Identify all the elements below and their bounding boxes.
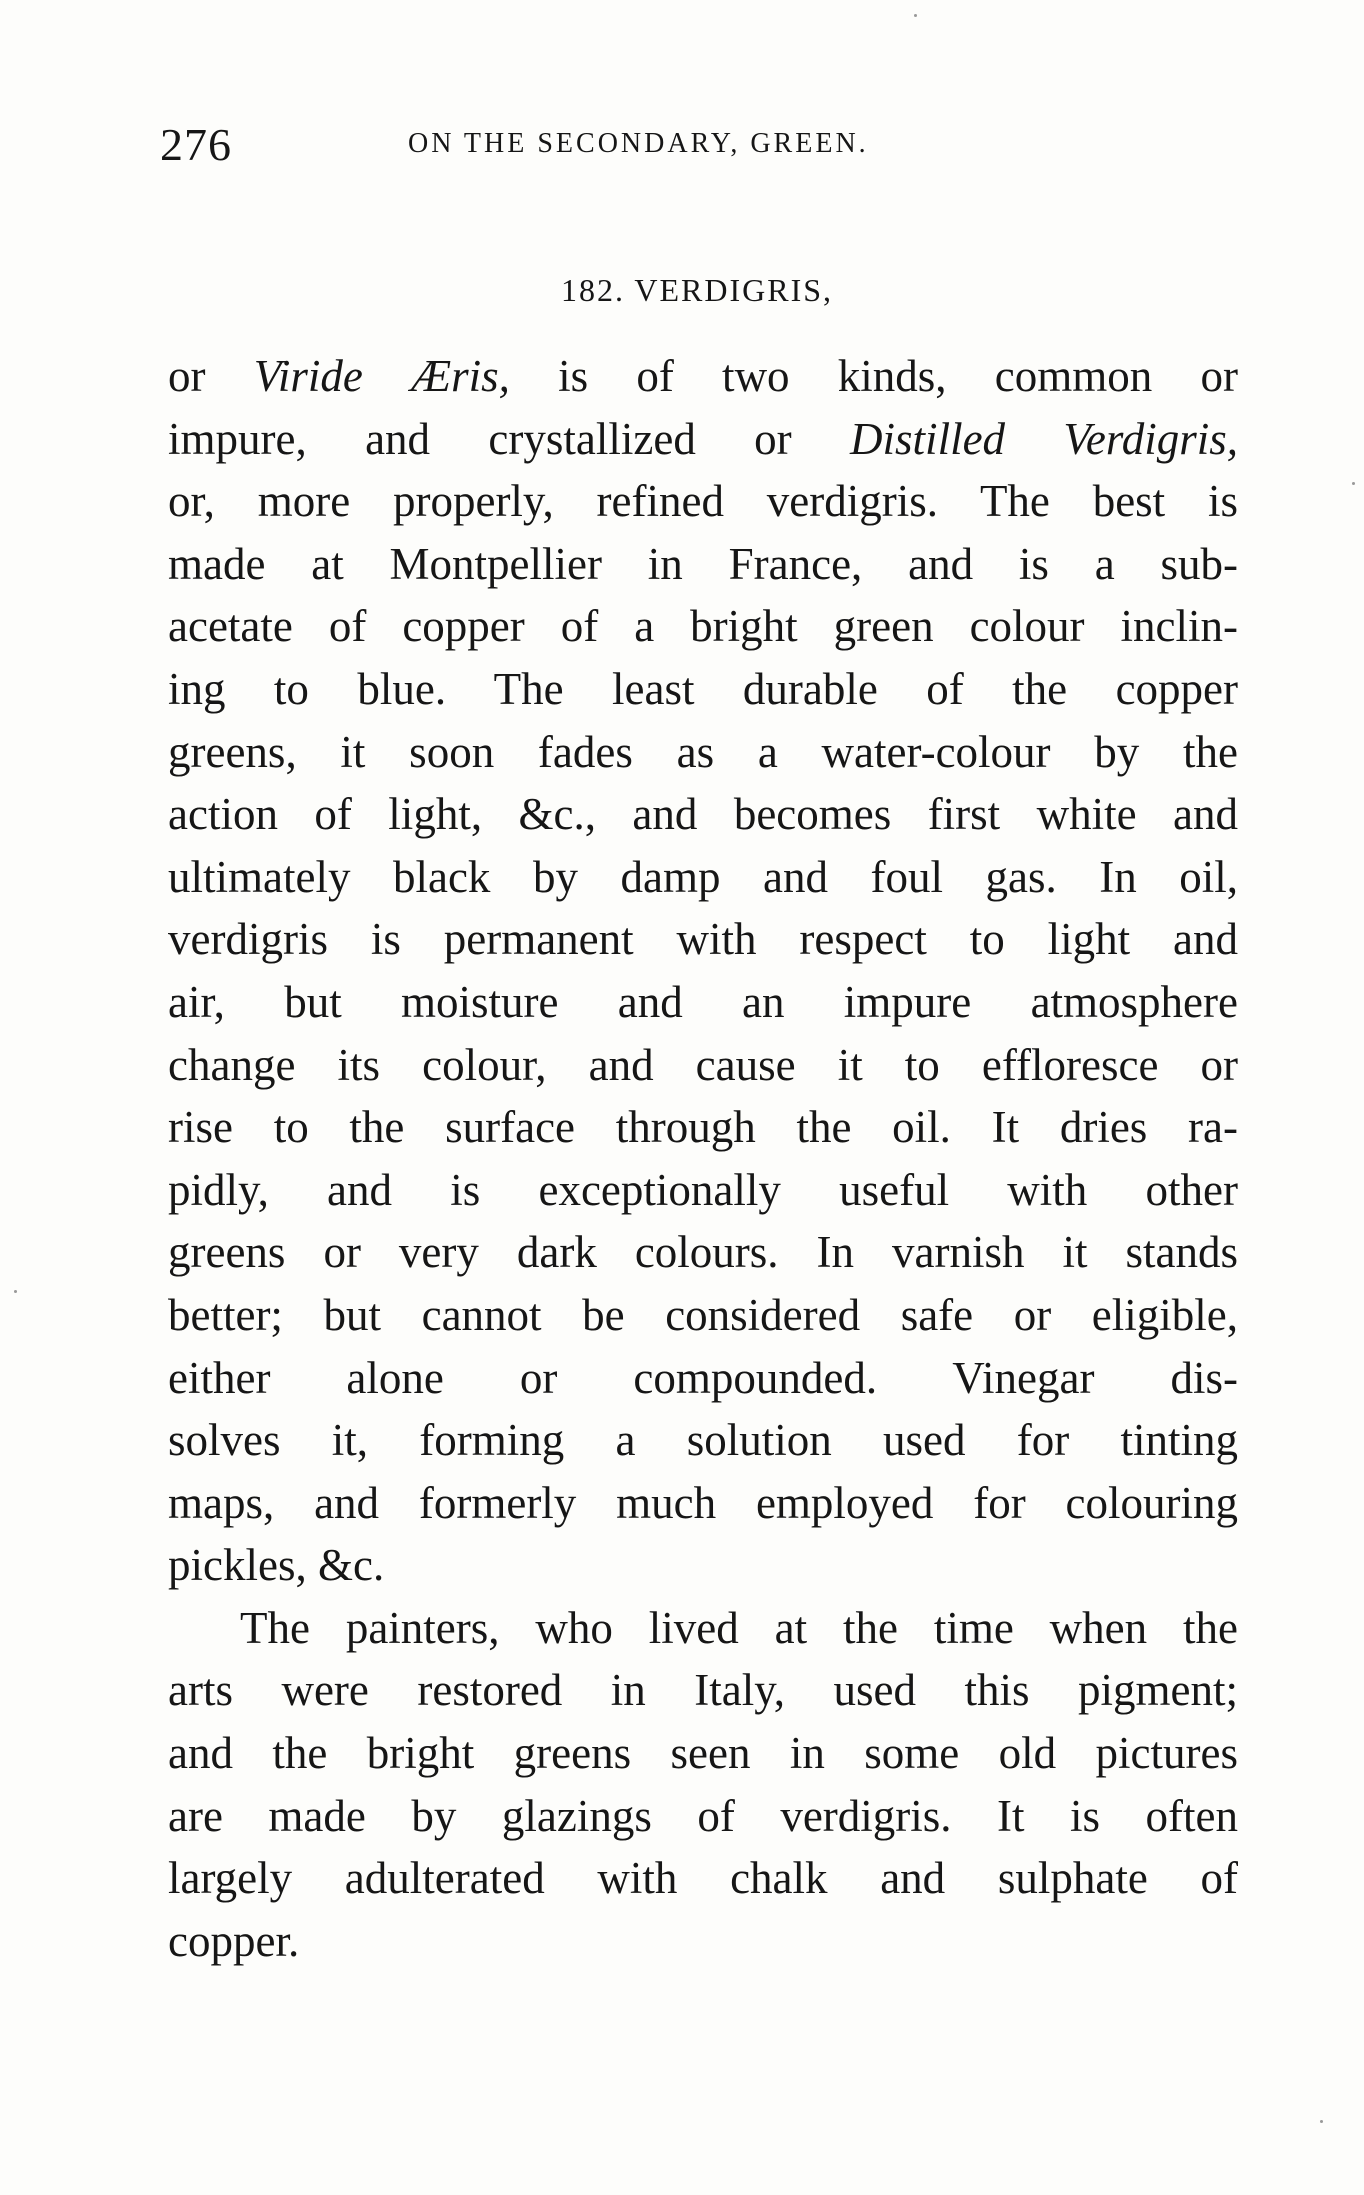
text-line: solves it, forming a solution used for tinting — [168, 1415, 1238, 1466]
text-line: better; but cannot be considered safe or eligible, — [168, 1289, 1238, 1340]
text-line: made at Montpellier in France, and is a sub- — [168, 538, 1238, 589]
paragraph-2 — [168, 1597, 1238, 1973]
text-line: action of light, &c., and becomes first white and — [168, 789, 1238, 840]
text-line: and the bright greens seen in some old pictures — [168, 1728, 1238, 1779]
text-line: pickles, &c. — [168, 1540, 385, 1591]
text-span: is of two kinds, common or — [509, 351, 1238, 401]
paper-speck — [1352, 482, 1355, 485]
page-header — [160, 118, 1160, 178]
text-line: pidly, and is exceptionally useful with other — [168, 1164, 1238, 1215]
text-line: verdigris is permanent with respect to light and — [168, 914, 1238, 965]
text-line: greens, it soon fades as a water-colour by the — [168, 726, 1238, 777]
italic-term: Viride Æris, — [253, 351, 510, 401]
text-line: or, more properly, refined verdigris. The best is — [168, 476, 1238, 527]
text-span: impure, and crystallized or — [168, 413, 851, 464]
text-span: or — [168, 351, 254, 401]
paper-speck — [914, 14, 917, 17]
text-line: acetate of copper of a bright green colour inclin- — [168, 601, 1238, 652]
text-line: are made by glazings of verdigris. It is often — [168, 1790, 1238, 1841]
italic-term: Distilled Verdigris, — [850, 413, 1239, 464]
paper-speck — [14, 1290, 17, 1293]
text-line: ultimately black by damp and foul gas. In oil, — [168, 851, 1238, 902]
paper-speck — [1320, 2120, 1323, 2123]
running-head: ON THE SECONDARY, GREEN. — [408, 128, 869, 159]
page-number: 276 — [160, 119, 232, 170]
text-line: largely adulterated with chalk and sulphate of — [168, 1853, 1238, 1904]
text-line — [168, 345, 1238, 408]
text-line: ing to blue. The least durable of the copper — [168, 663, 1238, 714]
text-line: copper. — [168, 1915, 300, 1966]
text-line — [168, 408, 1238, 471]
text-line: rise to the surface through the oil. It dries ra- — [168, 1102, 1238, 1153]
text-line: arts were restored in Italy, used this pigment; — [168, 1665, 1238, 1716]
text-line: either alone or compounded. Vinegar dis- — [168, 1352, 1238, 1403]
text-line: The painters, who lived at the time when the — [240, 1602, 1238, 1653]
section-title: 182. VERDIGRIS, — [560, 272, 834, 308]
text-line: maps, and formerly much employed for colouring — [168, 1477, 1238, 1528]
text-line: air, but moisture and an impure atmosphere — [168, 976, 1238, 1027]
text-line: change its colour, and cause it to effloresce or — [168, 1039, 1238, 1090]
body-text — [168, 345, 1238, 1972]
paragraph-1 — [168, 345, 1238, 1597]
text-line: greens or very dark colours. In varnish it stands — [168, 1227, 1238, 1278]
